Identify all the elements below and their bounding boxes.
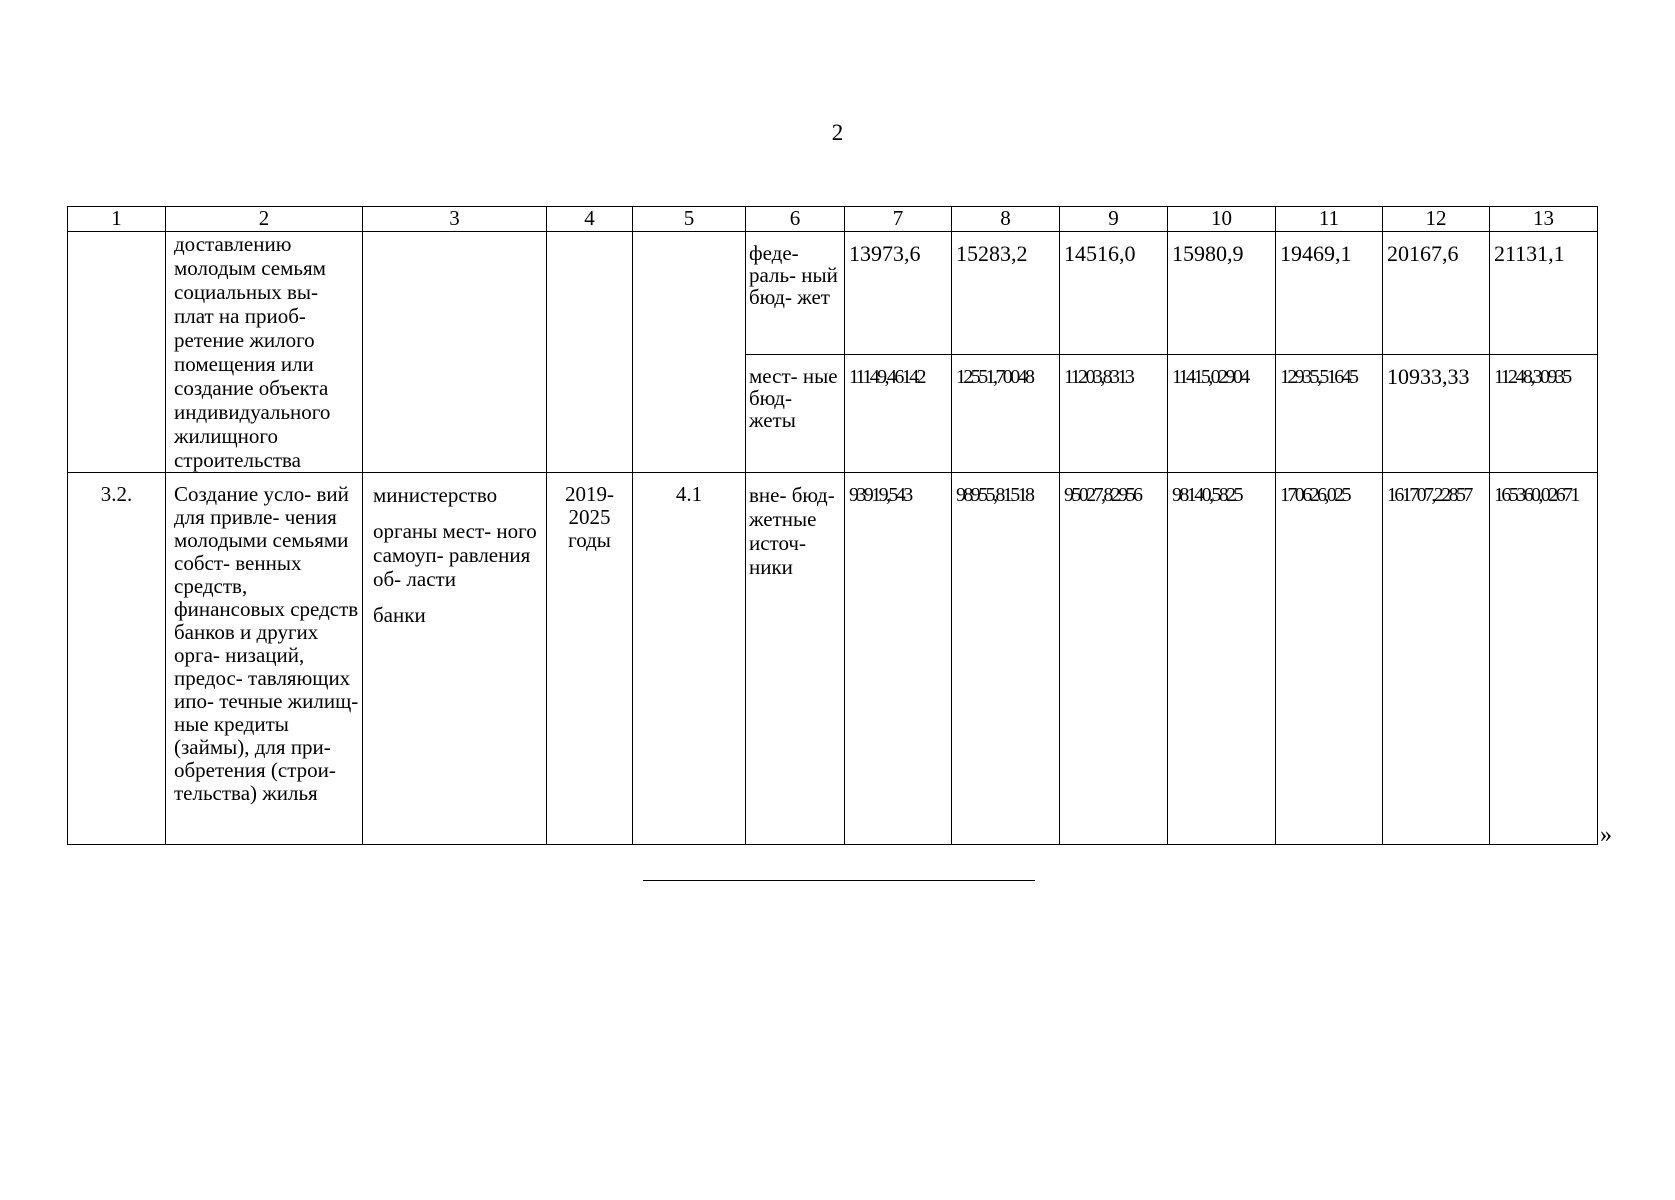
responsible-ministry: министерство <box>373 483 498 507</box>
responsible-local-authorities: органы мест- ного самоуп- равления об- ласти <box>373 519 537 591</box>
value-cell: 98955,81518 <box>952 473 1060 845</box>
header-cell: 10 <box>1168 207 1276 232</box>
row1-period-cell <box>547 232 633 473</box>
value-cell: 93919,543 <box>845 473 952 845</box>
value-cell: 19469,1 <box>1276 232 1383 355</box>
row1-indicator-cell <box>633 232 746 473</box>
header-cell: 12 <box>1383 207 1490 232</box>
column-number-row <box>68 207 1598 232</box>
value-cell: 15283,2 <box>952 232 1060 355</box>
value-cell: 11149,46142 <box>845 355 952 473</box>
row1-description: доставлению молодым семьям социальных вы- плат на приоб- ретение жилого помещения или создание объекта индивидуального жилищного строительства <box>166 232 363 473</box>
table-row-3-2 <box>68 473 1598 845</box>
value-cell: 95027,82956 <box>1060 473 1168 845</box>
row2-number: 3.2. <box>68 473 166 845</box>
row2-responsible <box>363 473 547 845</box>
header-cell: 7 <box>845 207 952 232</box>
responsible-banks: банки <box>373 603 426 627</box>
row2-period: 2019- 2025 годы <box>547 473 633 845</box>
header-cell: 3 <box>363 207 547 232</box>
row2-description: Создание усло- вий для привле- чения молодыми семьями собст- венных средств, финансовых средств банков и других орга- низаций, предос- тавляющих ипо- течные жилищ- ные кредиты (займы), для при- обретения (строи- тельства) жилья <box>166 473 363 845</box>
funding-source-federal: феде- раль- ный бюд- жет <box>746 232 845 355</box>
value-cell: 11415,02904 <box>1168 355 1276 473</box>
header-cell: 9 <box>1060 207 1168 232</box>
value-cell: 20167,6 <box>1383 232 1490 355</box>
header-cell: 2 <box>166 207 363 232</box>
footer-rule <box>643 880 1035 881</box>
value-cell: 14516,0 <box>1060 232 1168 355</box>
header-cell: 13 <box>1490 207 1598 232</box>
program-table <box>67 206 1598 845</box>
value-cell: 170626,025 <box>1276 473 1383 845</box>
page-number: 2 <box>831 120 844 145</box>
value-cell: 98140,5825 <box>1168 473 1276 845</box>
header-cell: 5 <box>633 207 746 232</box>
closing-quote: » <box>1600 822 1612 848</box>
value-cell: 13973,6 <box>845 232 952 355</box>
value-cell: 11203,8313 <box>1060 355 1168 473</box>
header-cell: 1 <box>68 207 166 232</box>
funding-source-local: мест- ные бюд- жеты <box>746 355 845 473</box>
value-cell: 10933,33 <box>1383 355 1490 473</box>
value-cell: 12551,70048 <box>952 355 1060 473</box>
value-cell: 161707,22857 <box>1383 473 1490 845</box>
value-cell: 165360,02671 <box>1490 473 1598 845</box>
header-cell: 8 <box>952 207 1060 232</box>
funding-source-extrabudgetary: вне- бюд- жетные источ- ники <box>746 473 845 845</box>
value-cell: 15980,9 <box>1168 232 1276 355</box>
header-cell: 4 <box>547 207 633 232</box>
header-cell: 11 <box>1276 207 1383 232</box>
row1-number-cell <box>68 232 166 473</box>
row1-responsible-cell <box>363 232 547 473</box>
header-cell: 6 <box>746 207 845 232</box>
value-cell: 21131,1 <box>1490 232 1598 355</box>
row2-indicator: 4.1 <box>633 473 746 845</box>
value-cell: 11248,30935 <box>1490 355 1598 473</box>
table-row-federal <box>68 232 1598 355</box>
value-cell: 12935,51645 <box>1276 355 1383 473</box>
